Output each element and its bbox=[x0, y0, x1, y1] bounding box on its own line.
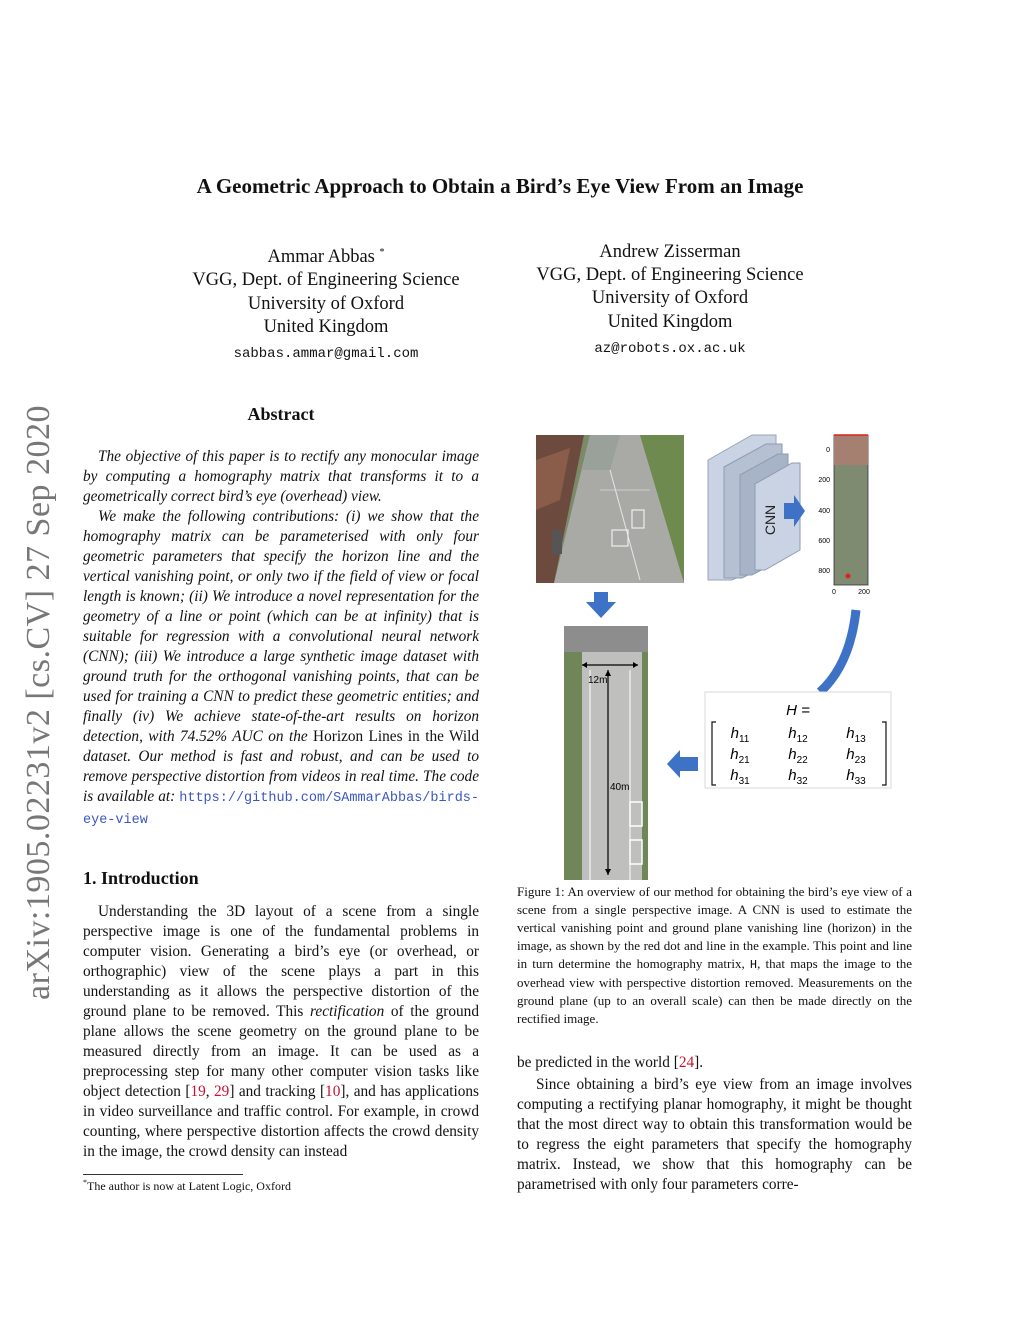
author-block-2 bbox=[520, 241, 820, 361]
abstract-body bbox=[83, 447, 479, 831]
overview-figure bbox=[530, 430, 900, 885]
caption-matrix-symbol: H bbox=[749, 958, 758, 972]
section-heading-introduction: 1. Introduction bbox=[83, 868, 199, 888]
intro-text: ], and has applications in video surveillance and traffic control. For example, in crowd counting, where perspective distortion affects the crowd density in the image, the crowd density can instead bbox=[83, 1083, 479, 1160]
dataset-name: Horizon Lines in the Wild bbox=[313, 728, 479, 745]
author-affiliation: VGG, Dept. of Engineering Science bbox=[192, 270, 460, 291]
caption-text: Figure 1: An overview of our method for obtaining the bird’s eye view of a scene from a single perspective image. A CNN is used to estimate the vertical vanishing point and ground plane vanishing line (horizon) in the image, as shown by the red dot and line in the example. This point and line in turn determine the homography matrix, bbox=[517, 884, 912, 971]
right-paragraph-1 bbox=[517, 1053, 912, 1073]
plot-xtick: 0 bbox=[832, 589, 836, 596]
code-link[interactable]: https://github.com/SAmmarAbbas/birds-eye-view bbox=[83, 791, 479, 828]
figure-caption bbox=[517, 883, 912, 1028]
plot-ytick: 0 bbox=[826, 447, 830, 454]
measurement-12m: 12m bbox=[588, 675, 608, 686]
footnote bbox=[83, 1178, 291, 1194]
author-email[interactable]: az@robots.ox.ac.uk bbox=[594, 340, 746, 357]
body-text: be predicted in the world [ bbox=[517, 1054, 679, 1071]
matrix-cell: $h_{31}$ bbox=[730, 767, 750, 787]
author-footnote-mark: * bbox=[379, 247, 385, 258]
vanishing-point-dot bbox=[846, 574, 851, 579]
citation-link[interactable]: 19 bbox=[190, 1083, 206, 1100]
intro-text: ] and tracking [ bbox=[229, 1083, 326, 1100]
paper-title: A Geometric Approach to Obtain a Bird’s Eye View From an Image bbox=[196, 174, 804, 198]
abstract-text: dataset. Our method is fast and robust, and can be used to remove perspective distortion from videos in real time. The code is available at: bbox=[83, 748, 479, 805]
abstract-text: We make the following contributions: (i) we show that the homography matrix can be parameterised with only four geometric parameters that specify the horizon line and the vertical vanishing point, or only two if the field of view or focal length is known; (ii) We introduce a novel representation for the geometry of a line or point (which can be at infinity) that is suitable for regression with a convolutional neural network (CNN); (iii) We introduce a large synthetic image dataset with ground truth for the orthogonal vanishing points, that can be used for training a CNN to predict these geometric entities; and finally (iv) We achieve state-of-the-art results on horizon detection, with 74.52% AUC on the bbox=[83, 508, 479, 745]
matrix-cell: $h_{13}$ bbox=[846, 725, 866, 745]
plot-ytick: 800 bbox=[818, 568, 830, 575]
arrow-left-icon bbox=[667, 750, 698, 778]
matrix-heading: H = bbox=[786, 702, 810, 719]
intro-emphasis: rectification bbox=[310, 1003, 385, 1020]
matrix-cell: $h_{12}$ bbox=[788, 725, 808, 745]
plot-xtick: 200 bbox=[858, 589, 870, 596]
input-perspective-image bbox=[536, 435, 684, 583]
body-text: ]. bbox=[694, 1054, 704, 1071]
footnote-text: The author is now at Latent Logic, Oxford bbox=[87, 1179, 291, 1193]
citation-link[interactable]: 29 bbox=[214, 1083, 230, 1100]
cnn-label: CNN bbox=[762, 504, 778, 536]
author-university: University of Oxford bbox=[247, 293, 405, 314]
arxiv-identifier: arXiv:1905.02231v2 [cs.CV] 27 Sep 2020 bbox=[20, 404, 57, 1000]
abstract-paragraph-1: The objective of this paper is to rectify any monocular image by computing a homography matrix that transforms it to a geometrically correct bird’s eye (overhead) view. bbox=[83, 448, 479, 505]
intro-text: of the ground plane allows the scene geometry on the ground plane to be measured directly from an image. It can be used as a preprocessing step for many other computer vision tasks like object detection [ bbox=[83, 1003, 479, 1100]
measurement-40m: 40m bbox=[610, 782, 630, 793]
intro-body bbox=[83, 902, 479, 1162]
plot-ytick: 600 bbox=[818, 538, 830, 545]
author-block-1 bbox=[176, 241, 476, 366]
plot-ytick: 400 bbox=[818, 508, 830, 515]
matrix-cell: $h_{11}$ bbox=[730, 725, 750, 745]
author-email[interactable]: sabbas.ammar@gmail.com bbox=[233, 345, 419, 362]
arrow-down-icon bbox=[586, 592, 616, 618]
abstract-heading: Abstract bbox=[247, 404, 315, 424]
author-name: Ammar Abbas bbox=[267, 247, 375, 268]
intro-paragraph bbox=[83, 902, 479, 1162]
plot-ytick: 200 bbox=[818, 477, 830, 484]
author-country: United Kingdom bbox=[263, 316, 389, 337]
matrix-cell: $h_{22}$ bbox=[788, 746, 808, 766]
caption-text: , that maps the image to the overhead view with perspective distortion removed. Measurements on the ground plane (up to an overall scale) can then be made directly on the rectified image. bbox=[517, 956, 912, 1026]
right-paragraph-2: Since obtaining a bird’s eye view from an image involves computing a rectifying planar homography, it might be thought that the most direct way to obtain this transformation would be to regress the eight parameters that specify the homography matrix. Instead, we show that this homography can be parametrised with only four parameters corre- bbox=[517, 1076, 912, 1193]
curved-arrow-icon bbox=[820, 610, 856, 692]
matrix-cell: $h_{32}$ bbox=[788, 767, 808, 787]
author-affiliation: VGG, Dept. of Engineering Science bbox=[536, 265, 804, 286]
matrix-cell: $h_{33}$ bbox=[846, 767, 866, 787]
intro-text: Understanding the 3D layout of a scene from a single perspective image is one of the fundamental problems in computer vision. Generating a bird’s eye (or overhead, or orthographic) view of the scene plays a part in this understanding as it allows the perspective distortion of the ground plane to be removed. This bbox=[83, 903, 479, 1020]
abstract-paragraph-2 bbox=[83, 507, 479, 831]
citation-link[interactable]: 24 bbox=[678, 1054, 695, 1071]
footnote-divider bbox=[83, 1174, 243, 1175]
author-name: Andrew Zisserman bbox=[599, 242, 741, 262]
author-country: United Kingdom bbox=[607, 311, 733, 332]
author-university: University of Oxford bbox=[591, 288, 749, 309]
matrix-cell: $h_{23}$ bbox=[846, 746, 866, 766]
citation-separator: , bbox=[205, 1083, 215, 1100]
homography-matrix bbox=[705, 692, 891, 788]
vanishing-plot bbox=[818, 435, 870, 596]
citation-link[interactable]: 10 bbox=[325, 1083, 341, 1100]
right-column-body bbox=[517, 1053, 912, 1195]
footnote-mark: * bbox=[83, 1178, 87, 1187]
rectified-overhead-image bbox=[564, 626, 648, 880]
matrix-cell: $h_{21}$ bbox=[730, 746, 750, 766]
